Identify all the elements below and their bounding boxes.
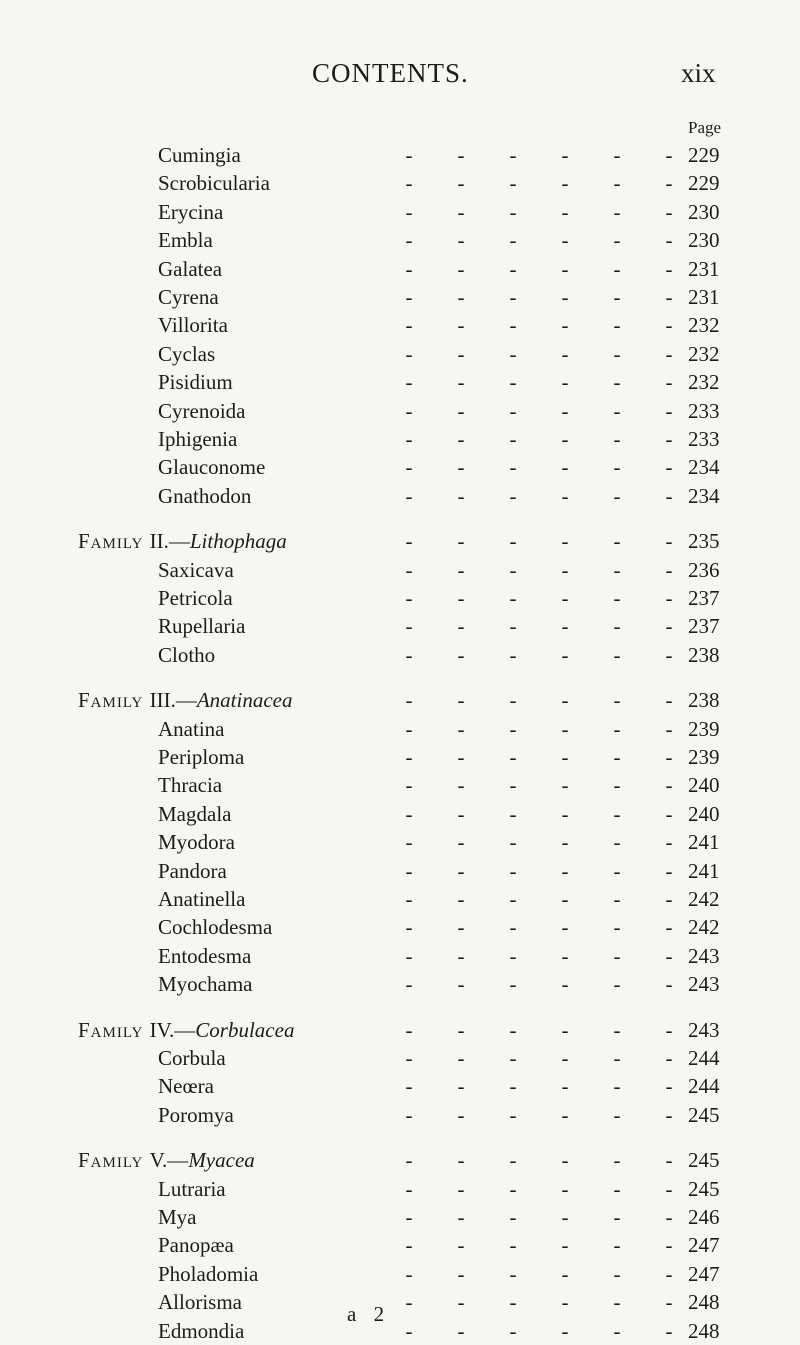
signature-mark: a 2 (347, 1302, 391, 1326)
toc-entry (0, 828, 800, 856)
page-ref: 238 (688, 688, 720, 713)
page-ref: 242 (688, 887, 720, 911)
page-ref: 230 (688, 199, 720, 224)
dot-leaders: - - - - - - (405, 1046, 673, 1070)
page-ref: 231 (688, 256, 720, 281)
family-name: Myacea (188, 1148, 255, 1173)
dot-leaders: - - - - - - (405, 171, 673, 196)
genus-name: Gnathodon (158, 483, 252, 508)
dot-leaders: - - - - - - (405, 1074, 673, 1099)
genus-name: Saxicava (158, 557, 234, 582)
dot-leaders: - - - - - - (405, 1205, 673, 1229)
dot-leaders: - - - - - - (405, 199, 673, 224)
toc-entry (0, 1101, 800, 1129)
genus-name: Iphigenia (158, 427, 238, 451)
page-number: xix (681, 58, 716, 88)
dot-leaders: - - - - - - (405, 773, 673, 798)
dot-leaders: - - - - - - (405, 1017, 673, 1042)
family-label: Family (78, 529, 150, 554)
genus-name: Anatina (158, 716, 225, 741)
page-ref: 236 (688, 557, 720, 582)
page-ref: 232 (688, 341, 720, 366)
dot-leaders: - - - - - - (405, 915, 673, 940)
dot-leaders: - - - - - - (405, 313, 673, 338)
page-ref: 247 (688, 1261, 720, 1286)
dot-leaders: - - - - - - (405, 256, 673, 281)
genus-name: Corbula (158, 1046, 226, 1070)
page-ref: 245 (688, 1176, 720, 1201)
page-ref: 243 (688, 972, 720, 997)
family-heading (78, 527, 287, 555)
toc-entry (0, 226, 800, 254)
genus-name: Neœra (158, 1074, 214, 1099)
genus-name: Pisidium (158, 370, 233, 395)
family-name: Anatinacea (196, 688, 293, 713)
dot-leaders: - - - - - - (405, 285, 673, 309)
dot-leaders: - - - - - - (405, 801, 673, 826)
page-ref: 247 (688, 1233, 720, 1258)
toc-entry (0, 970, 800, 998)
dot-leaders: - - - - - - (405, 1176, 673, 1201)
page-ref: 245 (688, 1102, 720, 1127)
page-ref: 233 (688, 427, 720, 451)
toc-entry (0, 141, 800, 169)
toc-entry (0, 340, 800, 368)
running-title: CONTENTS. (312, 58, 469, 88)
toc-entry (0, 885, 800, 913)
page-ref: 240 (688, 801, 720, 826)
page-ref: 243 (688, 1017, 720, 1042)
toc-entry (0, 743, 800, 771)
dot-leaders: - - - - - - (405, 858, 673, 883)
dot-leaders: - - - - - - (405, 370, 673, 395)
genus-name: Embla (158, 228, 213, 253)
dot-leaders: - - - - - - (405, 716, 673, 741)
toc-entry (0, 482, 800, 510)
toc-entry (0, 255, 800, 283)
toc-entry (0, 453, 800, 481)
family-heading (78, 686, 292, 714)
dot-leaders: - - - - - - (405, 614, 673, 639)
toc-entry (0, 556, 800, 584)
dot-leaders: - - - - - - (405, 557, 673, 582)
genus-name: Myodora (158, 830, 235, 855)
toc-entry (0, 1317, 800, 1345)
page-ref: 243 (688, 943, 720, 968)
dot-leaders: - - - - - - (405, 1102, 673, 1127)
toc-entry (0, 397, 800, 425)
genus-name: Galatea (158, 256, 223, 281)
dot-leaders: - - - - - - (405, 972, 673, 997)
page-ref: 248 (688, 1290, 720, 1315)
genus-name: Rupellaria (158, 614, 246, 639)
toc-entry (0, 612, 800, 640)
page-column-label: Page (688, 118, 722, 137)
toc-entry (0, 641, 800, 669)
genus-name: Villorita (158, 313, 228, 338)
family-heading (78, 1146, 255, 1174)
dot-leaders: - - - - - - (405, 455, 673, 480)
family-label: Family (78, 1148, 150, 1173)
dot-leaders: - - - - - - (405, 398, 673, 423)
page-ref: 240 (688, 773, 720, 798)
dot-leaders: - - - - - - (405, 1290, 673, 1315)
page-ref: 246 (688, 1205, 720, 1229)
toc-entry (0, 1260, 800, 1288)
genus-name: Cumingia (158, 143, 241, 167)
page-ref: 239 (688, 716, 720, 741)
toc-entry (0, 1288, 800, 1316)
genus-name: Poromya (158, 1102, 234, 1127)
page-ref: 242 (688, 915, 720, 940)
family-label: Family (78, 688, 150, 713)
genus-name: Mya (158, 1205, 197, 1229)
toc-entry (0, 800, 800, 828)
toc-entry (0, 584, 800, 612)
page-ref: 241 (688, 830, 720, 855)
family-numeral: III.— (149, 688, 197, 713)
toc-entry (0, 169, 800, 197)
dot-leaders: - - - - - - (405, 1318, 673, 1343)
dot-leaders: - - - - - - (405, 1148, 673, 1173)
toc-entry (0, 913, 800, 941)
page-ref: 241 (688, 858, 720, 883)
genus-name: Pholadomia (158, 1261, 259, 1286)
family-heading-row (0, 686, 800, 714)
family-heading-row (0, 1146, 800, 1174)
dot-leaders: - - - - - - (405, 887, 673, 911)
genus-name: Lutraria (158, 1176, 226, 1201)
genus-name: Erycina (158, 199, 224, 224)
dot-leaders: - - - - - - (405, 1261, 673, 1286)
family-heading-row (0, 1016, 800, 1044)
page-ref: 229 (688, 143, 720, 167)
family-heading (78, 1016, 294, 1044)
page-ref: 235 (688, 529, 720, 554)
toc-entry (0, 771, 800, 799)
genus-name: Glauconome (158, 455, 266, 480)
toc-entry (0, 368, 800, 396)
page-ref: 248 (688, 1318, 720, 1343)
dot-leaders: - - - - - - (405, 341, 673, 366)
toc-entry (0, 1044, 800, 1072)
toc-entry (0, 311, 800, 339)
genus-name: Thracia (158, 773, 223, 798)
genus-name: Cochlodesma (158, 915, 273, 940)
dot-leaders: - - - - - - (405, 943, 673, 968)
page-ref: 244 (688, 1046, 720, 1070)
toc-entry (0, 1203, 800, 1231)
genus-name: Edmondia (158, 1318, 245, 1343)
genus-name: Petricola (158, 586, 233, 610)
family-name: Lithophaga (189, 529, 287, 554)
genus-name: Cyclas (158, 341, 216, 366)
dot-leaders: - - - - - - (405, 1233, 673, 1258)
page-ref: 238 (688, 642, 720, 667)
toc-entry (0, 425, 800, 453)
dot-leaders: - - - - - - (405, 745, 673, 769)
page-ref: 237 (688, 614, 720, 639)
genus-name: Periploma (158, 745, 245, 769)
toc-entry (0, 942, 800, 970)
dot-leaders: - - - - - - (405, 688, 673, 713)
page-ref: 244 (688, 1074, 720, 1099)
dot-leaders: - - - - - - (405, 228, 673, 253)
dot-leaders: - - - - - - (405, 586, 673, 610)
toc-entry (0, 1231, 800, 1259)
page-ref: 234 (688, 455, 720, 480)
page-ref: 239 (688, 745, 720, 769)
dot-leaders: - - - - - - (405, 529, 673, 554)
family-name: Corbulacea (195, 1017, 295, 1042)
dot-leaders: - - - - - - (405, 642, 673, 667)
genus-name: Cyrenoida (158, 398, 246, 423)
toc-entry (0, 198, 800, 226)
dot-leaders: - - - - - - (405, 427, 673, 451)
genus-name: Entodesma (158, 943, 252, 968)
family-numeral: II.— (149, 529, 190, 554)
genus-name: Anatinella (158, 887, 246, 911)
family-heading-row (0, 527, 800, 555)
page-ref: 237 (688, 586, 720, 610)
genus-name: Panopæa (158, 1233, 234, 1258)
toc-entry (0, 283, 800, 311)
page-ref: 232 (688, 370, 720, 395)
dot-leaders: - - - - - - (405, 830, 673, 855)
page-ref: 232 (688, 313, 720, 338)
toc-entry (0, 1175, 800, 1203)
genus-name: Clotho (158, 642, 216, 667)
family-label: Family (78, 1017, 150, 1042)
genus-name: Scrobicularia (158, 171, 270, 196)
dot-leaders: - - - - - - (405, 483, 673, 508)
page-ref: 245 (688, 1148, 720, 1173)
genus-name: Magdala (158, 801, 232, 826)
genus-name: Myochama (158, 972, 253, 997)
page-ref: 234 (688, 483, 720, 508)
family-numeral: V.— (149, 1148, 189, 1173)
dot-leaders: - - - - - - (405, 143, 673, 167)
toc-entry (0, 715, 800, 743)
genus-name: Pandora (158, 858, 227, 883)
genus-name: Allorisma (158, 1290, 242, 1315)
family-numeral: IV.— (149, 1017, 196, 1042)
page-ref: 231 (688, 285, 720, 309)
page-ref: 230 (688, 228, 720, 253)
toc-entry (0, 857, 800, 885)
page-ref: 229 (688, 171, 720, 196)
toc-entry (0, 1072, 800, 1100)
page-ref: 233 (688, 398, 720, 423)
genus-name: Cyrena (158, 285, 219, 309)
